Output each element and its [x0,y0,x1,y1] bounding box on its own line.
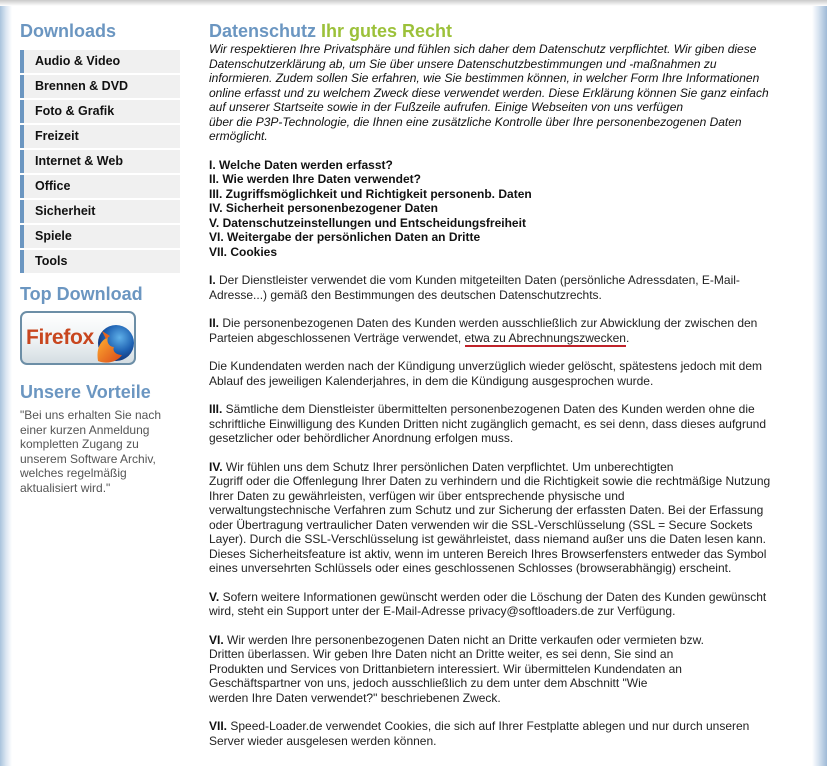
page [12,6,812,766]
section-2b: Die Kundendaten werden nach der Kündigung unverzüglich wieder gelöscht, spätestens jedoch mit dem Ablauf des jeweiligen Kalenderjahres, in dem die Kündigung ausgesprochen wurde. [209,359,763,388]
section-3-number: III. [209,402,223,416]
section-2-after: . [625,330,630,345]
toc-item-3[interactable]: III. Zugriffsmöglichkeit und Richtigkeit personenb. Daten [209,186,532,201]
section-5 [209,590,794,619]
toc-item-6[interactable]: VI. Weitergabe der persönlichen Daten an Dritte [209,230,481,244]
page-title [209,20,794,42]
section-1-text: Der Dienstleister verwendet die vom Kunden mitgeteilten Daten (persönliche Adressdaten, E-Mail- Adresse...) gemäß den Bestimmungen des deutschen Datenschutzrechts. [209,273,740,302]
vorteile-quote: "Bei uns erhalten Sie nach einer kurzen Anmeldung kompletten Zugang zu unserem Software Archiv, welches regelmäßig aktualisiert wird." [20,408,162,495]
sidebar [20,20,180,495]
section-2-text: Die personenbezogenen Daten des Kunden werden ausschließlich zur Abwicklung der zwischen den Parteien abgeschlossenen Verträge verwendet, [209,316,758,345]
section-5-text: Sofern weitere Informationen gewünscht werden oder die Löschung der Daten des Kunden gewünscht wird, steht ein Support unter der E-Mail-Adresse privacy@softloaders.de zur Verfügung. [209,589,767,618]
toc-item-1[interactable]: I. Welche Daten werden erfasst? [209,157,393,172]
section-7 [209,719,794,748]
section-2 [209,316,794,345]
firefox-download-banner[interactable] [20,311,136,365]
section-2-number: II. [209,316,220,330]
title-subtitle: Ihr gutes Recht [321,21,453,41]
firefox-banner-label: Firefox [26,326,94,349]
nav-item-sicherheit[interactable]: Sicherheit [20,200,180,223]
section-6-text: Wir werden Ihre personenbezogenen Daten nicht an Dritte verkaufen oder vermieten bzw. Dritten überlassen. Wir geben Ihre Daten nicht an Dritte weiter, es sei denn, Sie sind an Produkten und Services von Drittanbietern interessiert. Wir übermittelen Kundendaten an Geschäftspartner von uns, jedoch ausschließlich zu dem unter dem Abschnitt "Wie werden Ihre Daten verwendet?" beschriebenen Zweck. [209,632,704,705]
section-1-number: I. [209,273,216,287]
top-download-heading: Top Download [20,284,143,304]
section-7-text: Speed-Loader.de verwendet Cookies, die sich auf Ihrer Festplatte ablegen und nur durch unseren Server wieder ausgelesen werden können. [209,719,750,748]
toc-item-4[interactable]: IV. Sicherheit personenbezogener Daten [209,201,438,215]
category-nav [20,50,180,273]
nav-item-internet-web[interactable]: Internet & Web [20,150,180,173]
nav-item-foto-grafik[interactable]: Foto & Grafik [20,100,180,123]
section-1 [209,273,794,302]
nav-item-freizeit[interactable]: Freizeit [20,125,180,148]
toc-item-5[interactable]: V. Datenschutzeinstellungen und Entscheidungsfreiheit [209,215,526,230]
section-3 [209,402,794,446]
section-4-text: Wir fühlen uns dem Schutz Ihrer persönlichen Daten verpflichtet. Um unberechtigten Zugriff oder die Offenlegung Ihrer Daten zu verhindern und die Richtigkeit sowie die rechtmäßige Nutzung Ihrer Daten zu gewährleisten, verfügen wir über entsprechende physische und verwaltungstechnische Verfahren zum Schutz und zur Sicherung der erfassten Daten. Bei der Erfassung oder Übertragung vertraulicher Daten verwenden wir die SSL-Verschlüsselung (SSL = Secure Sockets Layer). Durch die SSL-Verschlüsselung ist gewährleistet, dass niemand außer uns die Daten lesen kann. Dieses Sicherheitsfeature ist aktiv, wenn im unteren Bereich Ihres Browserfensters entweder das Symbol eines unversehrten Schlüssels oder eines geschlossenen Schlosses (browserabhängig) erscheint. [209,459,771,575]
abrechnungszwecke-link[interactable]: etwa zu Abrechnungszwecken [464,330,626,345]
nav-item-office[interactable]: Office [20,175,180,198]
vorteile-heading: Unsere Vorteile [20,382,151,402]
intro-text: Wir respektieren Ihre Privatsphäre und fühlen sich daher dem Datenschutz verpflichtet. Wir giben diese Datenschutzerklärung ab, um Sie über unsere Datenschutzbestimmungen und -maßnahmen zu informieren. Zudem sollen Sie erfahren, wie Sie bestimmen können, in welcher Form Ihre Informationen online erfasst und zu welchem Zweck diese verwendet werden. Diese Erklärung können Sie ganz einfach auf unserer Startseite sowie in der Fußzeile aufrufen. Einige Webseiten von uns verfügen über die P3P-Technologie, die Ihnen eine zusätzliche Kontrolle über Ihre personenbezogenen Daten ermöglicht. [209,42,769,143]
section-7-number: VII. [209,719,228,733]
section-6 [209,633,794,706]
downloads-heading: Downloads [20,21,117,41]
title-datenschutz: Datenschutz [209,21,317,41]
nav-item-tools[interactable]: Tools [20,250,180,273]
nav-item-brennen-dvd[interactable]: Brennen & DVD [20,75,180,98]
section-3-text: Sämtliche dem Dienstleister übermittelten personenbezogenen Daten des Kunden werden ohne die schriftliche Einwilligung des Kunden Dritten nicht zugänglich gemacht, es sei denn, dass dieses aufgrund gesetzlicher oder behördlicher Anordnung erfolgen muss. [209,402,766,445]
main-content [209,20,794,748]
nav-item-audio-video[interactable]: Audio & Video [20,50,180,73]
toc-item-7[interactable]: VII. Cookies [209,244,278,259]
section-4-number: IV. [209,459,223,474]
section-5-number: V. [209,589,220,604]
table-of-contents [209,158,794,260]
firefox-logo-icon [92,321,136,365]
toc-item-2[interactable]: II. Wie werden Ihre Daten verwendet? [209,172,421,186]
nav-item-spiele[interactable]: Spiele [20,225,180,248]
section-6-number: VI. [209,632,224,647]
section-4 [209,460,794,576]
